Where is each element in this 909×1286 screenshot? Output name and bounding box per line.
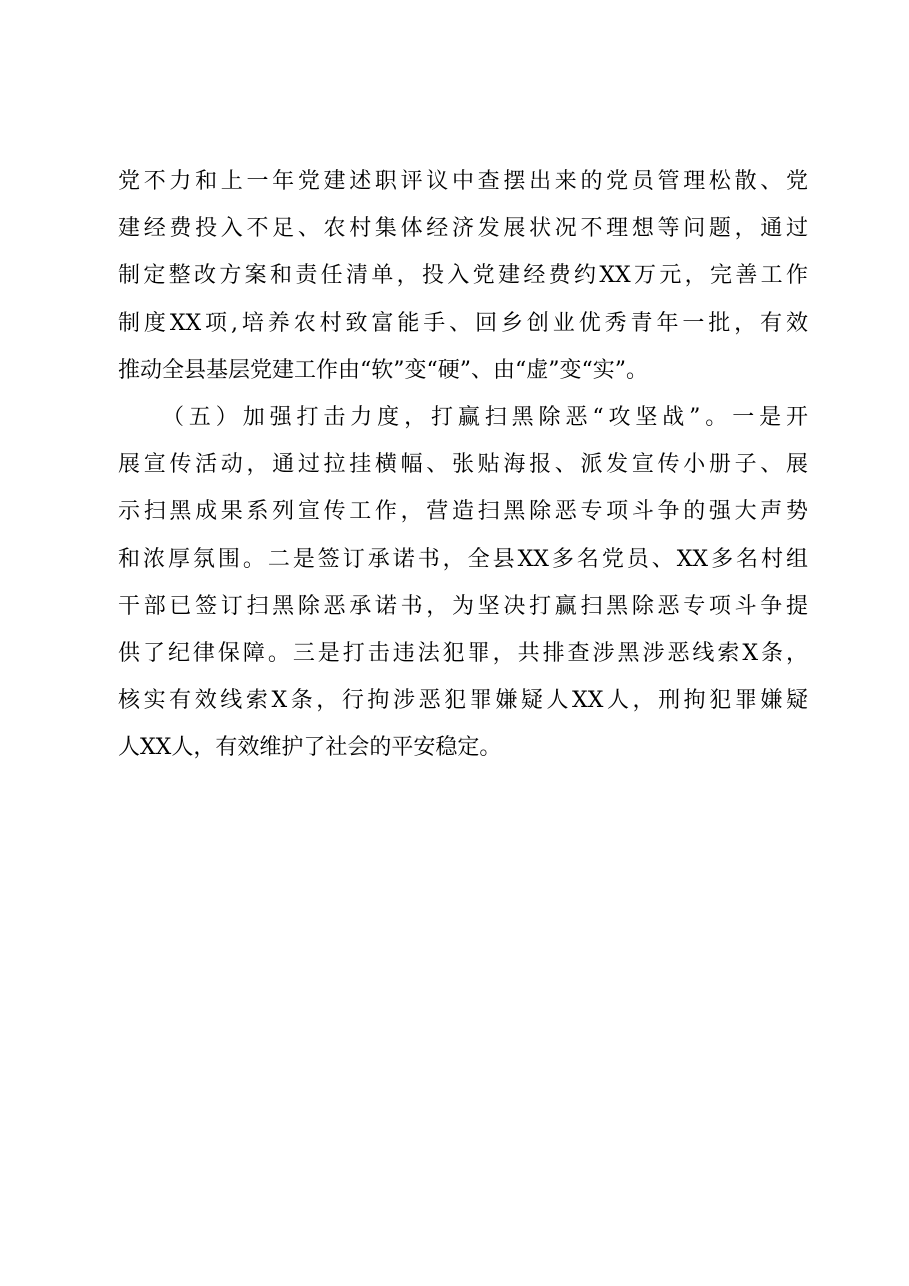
paragraph-anti-crime-campaign [118,394,808,772]
text-line: 干部已签订扫黑除恶承诺书，为坚决打赢扫黑除恶专项斗争提 [118,593,808,619]
text-line: 制定整改方案和责任清单，投入党建经费约XX万元，完善工作 [118,263,808,289]
text-line: 人XX人，有效维护了社会的平安稳定。 [118,735,502,761]
text-line: 制度XX项,培养农村致富能手、回乡创业优秀青年一批，有效 [118,310,808,336]
paragraph-party-building-rectification [118,158,808,394]
text-line: 推动全县基层党建工作由“软”变“硬”、由“虚”变“实”。 [118,357,648,383]
document-body [118,158,808,771]
text-line: 党不力和上一年党建述职评议中查摆出来的党员管理松散、党 [118,169,808,194]
text-line: 展宣传活动，通过拉挂横幅、张贴海报、派发宣传小册子、展 [118,452,808,478]
text-line: 和浓厚氛围。二是签订承诺书，全县XX多名党员、XX多名村组 [118,546,808,572]
text-line: 建经费投入不足、农村集体经济发展状况不理想等问题，通过 [118,216,808,242]
text-line: 示扫黑成果系列宣传工作，营造扫黑除恶专项斗争的强大声势 [118,499,808,525]
section-heading-line: （五）加强打击力度，打赢扫黑除恶“攻坚战”。一是开 [162,404,808,430]
text-line: 核实有效线索X条，行拘涉恶犯罪嫌疑人XX人，刑拘犯罪嫌疑 [118,688,808,714]
text-line: 供了纪律保障。三是打击违法犯罪，共排查涉黑涉恶线索X条， [118,640,808,666]
